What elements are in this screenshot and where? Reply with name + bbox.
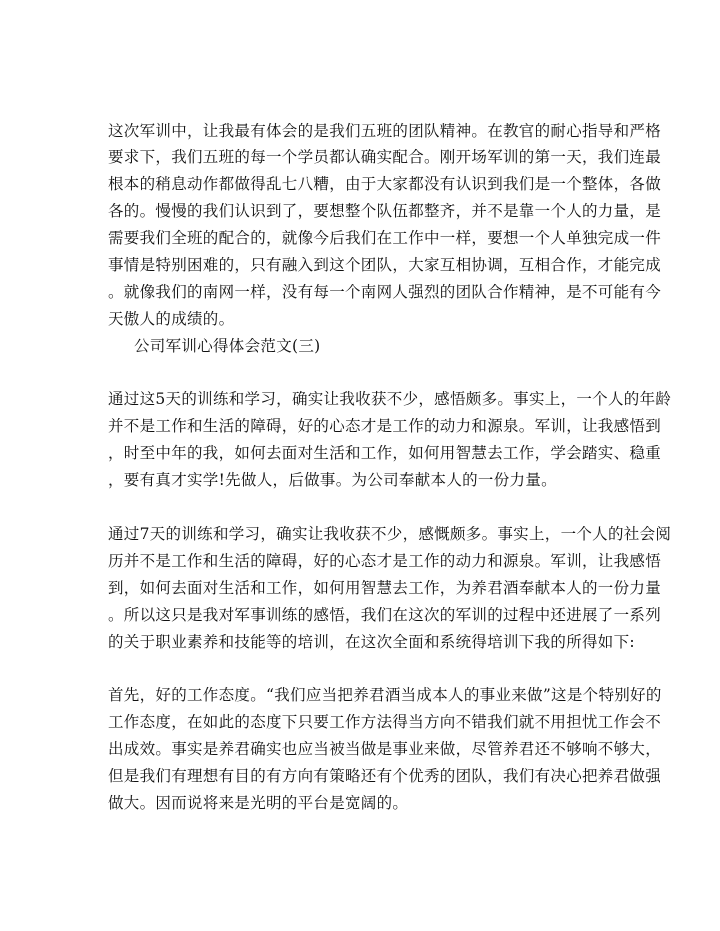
text-line: 并不是工作和生活的障碍，好的心态才是工作的动力和源泉。军训，让我感悟到 (108, 417, 662, 435)
text-line: 。就像我们的南网一样，没有每一个南网人强烈的团队合作精神，是不可能有今 (108, 283, 662, 301)
text-line: ，要有真才实学!先做人，后做事。为公司奉献本人的一份力量。 (108, 471, 557, 489)
text-line: ，时至中年的我，如何去面对生活和工作，如何用智慧去工作，学会踏实、稳重 (108, 444, 662, 462)
text-line: 首先，好的工作态度。“我们应当把养君酒当成本人的事业来做”这是个特别好的 (108, 686, 662, 704)
text-line: 到，如何去面对生活和工作，如何用智慧去工作，为养君酒奉献本人的一份力量 (108, 579, 662, 597)
text-line: 这次军训中，让我最有体会的是我们五班的团队精神。在教官的耐心指导和严格 (108, 122, 662, 140)
text-line: 天傲人的成绩的。 (108, 310, 235, 328)
text-line: 需要我们全班的配合的，就像今后我们在工作中一样，要想一个人单独完成一件 (108, 229, 662, 247)
text-line: 根本的稍息动作都做得乱七八糟，由于大家都没有认识到我们是一个整体，各做 (108, 175, 662, 193)
text-line: 。所以这只是我对军事训练的感悟，我们在这次的军训的过程中还进展了一系列 (108, 606, 662, 624)
text-line: 事情是特别困难的，只有融入到这个团队，大家互相协调，互相合作，才能完成 (108, 256, 662, 274)
text-line: 做大。因而说将来是光明的平台是宽阔的。 (108, 794, 409, 812)
text-line: 通过7天的训练和学习，确实让我收获不少，感慨颇多。事实上，一个人的社会阅 (108, 525, 672, 543)
text-line: 工作态度，在如此的态度下只要工作方法得当方向不错我们就不用担忧工作会不 (108, 713, 662, 731)
text-line: 的关于职业素养和技能等的培训，在这次全面和系统得培训下我的所得如下: (108, 633, 635, 651)
section-heading: 公司军训心得体会范文(三) (134, 337, 321, 355)
text-line: 历并不是工作和生活的障碍，好的心态才是工作的动力和源泉。军训，让我感悟 (108, 552, 662, 570)
text-line: 各的。慢慢的我们认识到了，要想整个队伍都整齐，并不是靠一个人的力量，是 (108, 202, 662, 220)
text-line: 要求下，我们五班的每一个学员都认确实配合。刚开场军训的第一天，我们连最 (108, 148, 662, 166)
text-line: 但是我们有理想有目的有方向有策略还有个优秀的团队，我们有决心把养君做强 (108, 767, 662, 785)
text-line: 通过这5天的训练和学习，确实让我收获不少，感悟颇多。事实上，一个人的年龄 (108, 390, 672, 408)
text-line: 出成效。事实是养君确实也应当被当做是事业来做，尽管养君还不够响不够大， (108, 740, 662, 758)
